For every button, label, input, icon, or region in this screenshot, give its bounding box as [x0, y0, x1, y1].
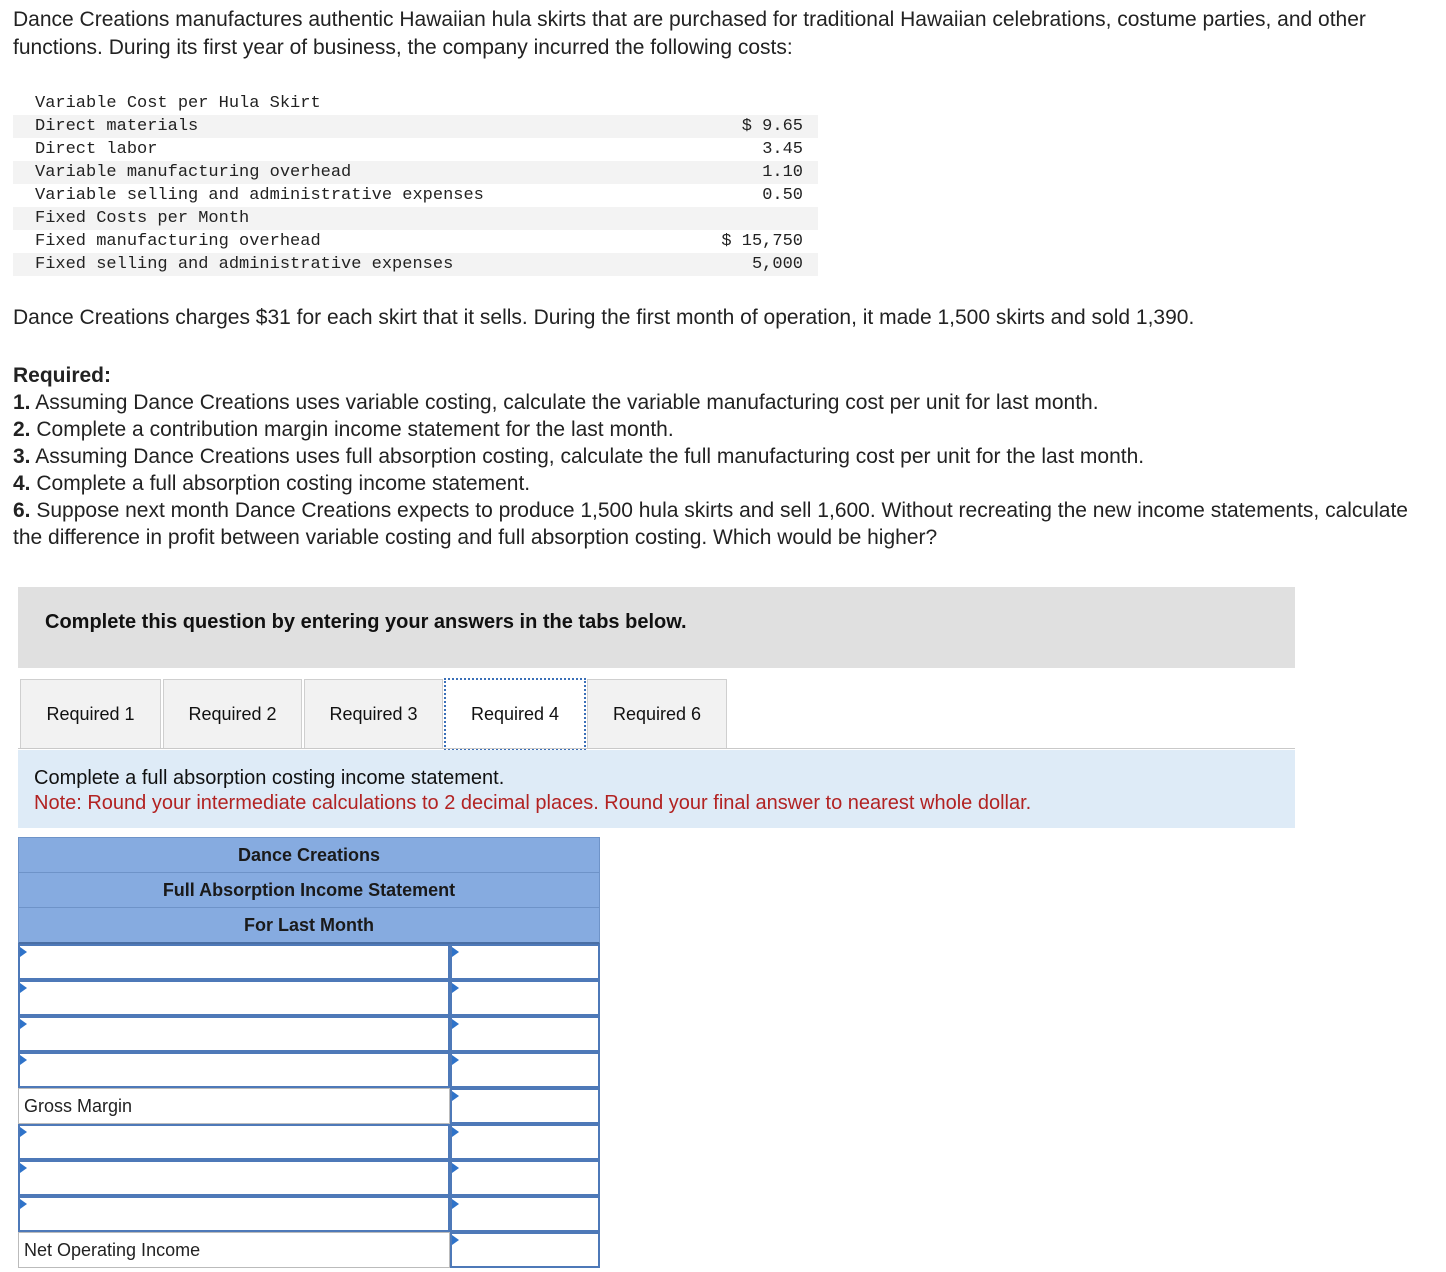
cost-table: [13, 92, 818, 276]
required-section: [13, 362, 1433, 551]
net-operating-income-row: [18, 1232, 600, 1268]
dropdown-marker-icon: [20, 1163, 27, 1173]
cost-value: 0.50: [762, 186, 803, 205]
statement-title: Full Absorption Income Statement: [18, 872, 600, 907]
net-operating-income-input[interactable]: [452, 1234, 598, 1266]
instructions-banner: [18, 587, 1295, 668]
tab-divider: [18, 748, 1295, 749]
label-dropdown[interactable]: [18, 944, 450, 980]
statement-row: [18, 980, 600, 1016]
label-dropdown[interactable]: [18, 1124, 450, 1160]
amount-input[interactable]: [452, 1054, 598, 1086]
required-item: [13, 443, 1433, 470]
dropdown-marker-icon: [452, 1199, 459, 1209]
label-input[interactable]: [20, 1126, 448, 1158]
fixed-cost-header: Fixed Costs per Month: [13, 207, 695, 230]
required-text: Assuming Dance Creations uses full absorption costing, calculate the full manufacturing cost per unit for the last month.: [30, 445, 1145, 468]
dropdown-marker-icon: [452, 1127, 459, 1137]
cost-value: $ 15,750: [721, 232, 803, 251]
net-income-label-cell: [18, 1232, 450, 1268]
statement-company: Dance Creations: [18, 837, 600, 872]
rounding-note: Note: Round your intermediate calculations to 2 decimal places. Round your final answer to nearest whole dollar.: [34, 792, 1032, 814]
statement-row: [18, 1124, 600, 1160]
label-dropdown[interactable]: [18, 1196, 450, 1232]
cost-label: Fixed manufacturing overhead: [35, 232, 321, 251]
required-number: 2.: [13, 418, 31, 441]
amount-cell[interactable]: [450, 980, 600, 1016]
statement-row: [18, 1052, 600, 1088]
amount-cell[interactable]: [450, 1196, 600, 1232]
cost-value: 1.10: [695, 161, 818, 184]
label-dropdown[interactable]: [18, 1016, 450, 1052]
cost-value: 5,000: [695, 253, 818, 276]
gross-margin-input[interactable]: [452, 1090, 598, 1122]
dropdown-marker-icon: [20, 1127, 27, 1137]
required-number: 4.: [13, 472, 31, 495]
tab-required-1[interactable]: Required 1: [20, 679, 161, 749]
statement-row: [18, 1016, 600, 1052]
cost-label: Fixed selling and administrative expenses: [13, 253, 695, 276]
cost-value: 3.45: [762, 140, 803, 159]
instruction-panel: [18, 750, 1295, 828]
amount-cell[interactable]: [450, 1052, 600, 1088]
required-text: Suppose next month Dance Creations expects to produce 1,500 hula skirts and sell 1,600. Without recreating the new income statements, calculate the difference in profit between variable costing and full absorption costing. Which would be higher?: [13, 499, 1408, 549]
cost-label: Direct labor: [35, 140, 158, 159]
label-input[interactable]: [20, 982, 448, 1014]
intro-text: Dance Creations manufactures authentic Hawaiian hula skirts that are purchased for traditional Hawaiian celebrations, costume parties, and other functions. During its first year of business, the company incurred the following costs:: [13, 8, 1366, 59]
statement-row: [18, 944, 600, 980]
amount-input[interactable]: [452, 982, 598, 1014]
amount-input[interactable]: [452, 1162, 598, 1194]
pricing-text: Dance Creations charges $31 for each skirt that it sells. During the first month of operation, it made 1,500 skirts and sold 1,390.: [13, 306, 1195, 329]
tab-required-2[interactable]: Required 2: [163, 679, 302, 749]
label-dropdown[interactable]: [18, 1160, 450, 1196]
banner-text: Complete this question by entering your answers in the tabs below.: [45, 611, 687, 633]
label-input[interactable]: [20, 1162, 448, 1194]
cost-row: [13, 230, 818, 253]
dropdown-marker-icon: [452, 947, 459, 957]
required-text: Complete a full absorption costing income statement.: [30, 472, 531, 495]
statement-row: [18, 1196, 600, 1232]
dropdown-marker-icon: [20, 1055, 27, 1065]
dropdown-marker-icon: [20, 947, 27, 957]
label-dropdown[interactable]: [18, 980, 450, 1016]
amount-cell[interactable]: [450, 1016, 600, 1052]
dropdown-marker-icon: [20, 1019, 27, 1029]
required-item: [13, 470, 1433, 497]
amount-input[interactable]: [452, 1126, 598, 1158]
cost-label: Direct materials: [13, 115, 695, 138]
instruction-text: Complete a full absorption costing income statement.: [34, 767, 505, 789]
required-text: Complete a contribution margin income statement for the last month.: [30, 418, 674, 441]
dropdown-marker-icon: [20, 1199, 27, 1209]
gross-margin-row: [18, 1088, 600, 1124]
gross-margin-label-cell: [18, 1088, 450, 1124]
cost-row: [13, 115, 818, 138]
required-text: Assuming Dance Creations uses variable costing, calculate the variable manufacturing cost per unit for last month.: [30, 391, 1099, 414]
label-input[interactable]: [20, 946, 448, 978]
statement-period: For Last Month: [18, 907, 600, 944]
net-operating-income-label: Net Operating Income: [24, 1240, 201, 1260]
cost-value: $ 9.65: [695, 115, 818, 138]
required-item: [13, 497, 1433, 551]
gross-margin-amount-cell[interactable]: [450, 1088, 600, 1124]
amount-cell[interactable]: [450, 944, 600, 980]
tab-required-4[interactable]: Required 4: [444, 678, 586, 750]
required-item: [13, 389, 1433, 416]
variable-cost-header: Variable Cost per Hula Skirt: [35, 94, 321, 113]
required-heading: Required:: [13, 364, 112, 387]
amount-input[interactable]: [452, 1018, 598, 1050]
statement-row: [18, 1160, 600, 1196]
required-item: [13, 416, 1433, 443]
dropdown-marker-icon: [452, 1235, 459, 1245]
label-input[interactable]: [20, 1018, 448, 1050]
dropdown-marker-icon: [20, 983, 27, 993]
dropdown-marker-icon: [452, 1163, 459, 1173]
cost-label: Variable manufacturing overhead: [13, 161, 695, 184]
cost-row: [13, 253, 818, 276]
cost-row: [13, 161, 818, 184]
label-input[interactable]: [20, 1198, 448, 1230]
amount-input[interactable]: [452, 1198, 598, 1230]
dropdown-marker-icon: [452, 1055, 459, 1065]
cost-row: [13, 184, 818, 207]
cost-table-header-fixed: [13, 207, 818, 230]
required-number: 3.: [13, 445, 31, 468]
cost-row: [13, 138, 818, 161]
tab-required-3[interactable]: Required 3: [304, 679, 443, 749]
income-statement: [18, 837, 600, 1268]
amount-cell[interactable]: [450, 1124, 600, 1160]
tab-required-6[interactable]: Required 6: [587, 679, 727, 749]
required-number: 6.: [13, 499, 31, 522]
label-dropdown[interactable]: [18, 1052, 450, 1088]
cost-label: Variable selling and administrative expenses: [35, 186, 484, 205]
required-number: 1.: [13, 391, 31, 414]
gross-margin-label: Gross Margin: [24, 1096, 133, 1116]
amount-cell[interactable]: [450, 1160, 600, 1196]
cost-table-header-variable: [13, 92, 818, 115]
net-income-amount-cell[interactable]: [450, 1232, 600, 1268]
dropdown-marker-icon: [452, 1019, 459, 1029]
dropdown-marker-icon: [452, 1091, 459, 1101]
dropdown-marker-icon: [452, 983, 459, 993]
label-input[interactable]: [20, 1054, 448, 1086]
amount-input[interactable]: [452, 946, 598, 978]
